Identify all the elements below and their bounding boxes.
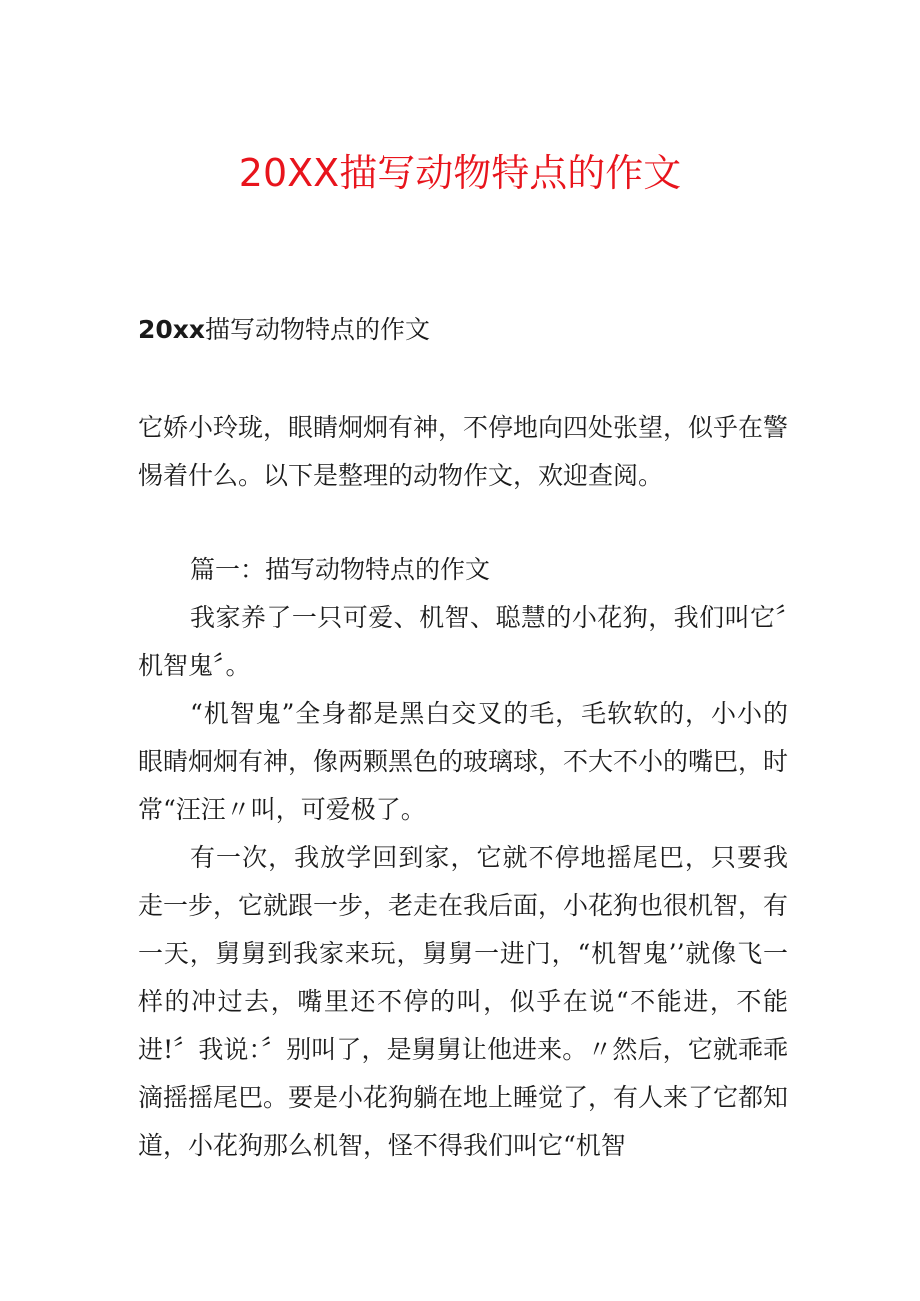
section-heading: 篇一：描写动物特点的作文 (190, 555, 491, 584)
document-title: 20XX描写动物特点的作文 (238, 151, 682, 195)
subtitle-prefix: 20xx (138, 315, 206, 344)
article-body (138, 546, 788, 1170)
paragraph: “机智鬼”全身都是黑白交叉的毛，毛软软的，小小的眼睛炯炯有神，像两颗黑色的玻璃球，不大不小的嘴巴，时常“汪汪〃叫，可爱极了。 (138, 699, 789, 824)
document-subtitle (138, 312, 430, 348)
intro-paragraph: 它娇小玲珑，眼睛炯炯有神，不停地向四处张望，似乎在警惕着什么。以下是整理的动物作文，欢迎查阅。 (138, 413, 789, 490)
paragraph: 我家养了一只可爱、机智、聪慧的小花狗，我们叫它〞机智鬼〞。 (138, 603, 788, 680)
subtitle-text: 描写动物特点的作文 (205, 315, 431, 344)
paragraph: 有一次，我放学回到家，它就不停地摇尾巴，只要我走一步，它就跟一步，老走在我后面，小花狗也很机智，有一天，舅舅到我家来玩，舅舅一进门，“机智鬼’’就像飞一样的冲过去，嘴里还不停的叫，似乎在说“不能进，不能进!〞我说：〞别叫了，是舅舅让他进来。〃然后，它就乖乖滴摇摇尾巴。要是小花狗躺在地上睡觉了，有人来了它都知道，小花狗那么机智，怪不得我们叫它“机智 (138, 843, 789, 1160)
